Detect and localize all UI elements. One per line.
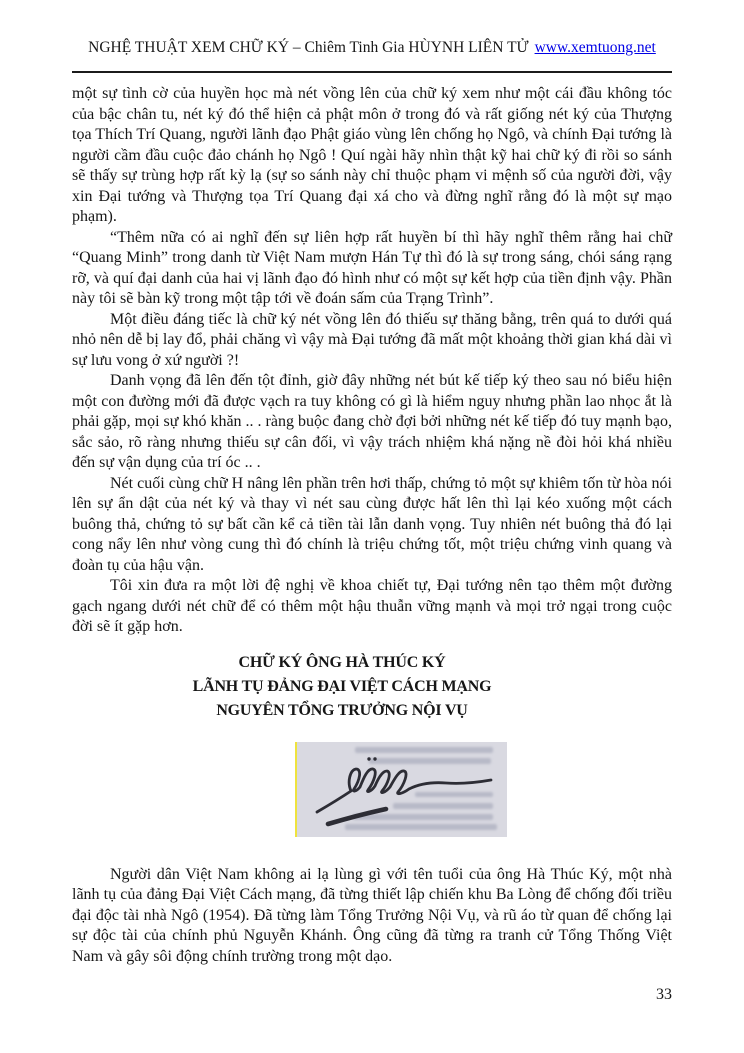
header-link[interactable]: www.xemtuong.net <box>534 39 656 56</box>
paragraph: Một điều đáng tiếc là chữ ký nét vồng lên đó thiếu sự thăng bằng, trên quá to dưới quá nhỏ nên dễ bị lay đổ, phải chăng vì vậy mà Đại tướng đã mất một khoảng thời gian khá dài vì sự lưu vong ở xứ người ?! <box>72 310 672 369</box>
page-header <box>72 38 672 57</box>
paragraph: Tôi xin đưa ra một lời đệ nghị về khoa chiết tự, Đại tướng nên tạo thêm một đường gạch ngang dưới nét chữ để có thêm một hậu thuẫn vững mạnh và mọi trở ngại trong cuộc đời sẽ ít gặp hơn. <box>72 577 672 635</box>
paragraph: Nét cuối cùng chữ H nâng lên phần trên hơi thấp, chứng tỏ một sự khiêm tốn từ hòa nói lên sự ẩn dật của nét ký và thay vì nét sau cùng được hất lên thì lại kéo xuống một cách buông thả, chứng tỏ sự bất cần kể cả tiền tài lẫn danh vọng. Tuy nhiên nét buông thả đó lại cong nẩy lên như vòng cung thì đó chính là triệu chứng tốt, một triệu chứng vinh quang và đoàn tụ của hậu vận. <box>72 474 672 574</box>
section-heading-line: NGUYÊN TỔNG TRƯỞNG NỘI VỤ <box>216 701 468 719</box>
signature-scan-svg <box>297 742 507 837</box>
article-body <box>72 84 672 638</box>
page-number: 33 <box>656 986 672 1003</box>
header-divider <box>72 71 672 73</box>
header-title: NGHỆ THUẬT XEM CHỮ KÝ – Chiêm Tinh Gia HÙYNH LIÊN TỬ <box>88 39 529 56</box>
signature-scan-image <box>295 742 507 837</box>
section-heading-line: LÃNH TỤ ĐẢNG ĐẠI VIỆT CÁCH MẠNG <box>192 677 492 695</box>
paragraph: “Thêm nữa có ai nghĩ đến sự liên hợp rất huyền bí thì hãy nghĩ thêm rằng hai chữ “Quang Minh” trong danh từ Việt Nam mượn Hán Tự thì đó là sự trong sáng, chói sáng rạng rỡ, và quí đại danh của hai vị lãnh đạo đó hình như có một sự kết hợp của tiền định vậy. Phần này tôi sẽ bàn kỹ trong một tập tới về đoán sấm của Trạng Trình”. <box>72 228 672 307</box>
paragraph: Người dân Việt Nam không ai lạ lùng gì với tên tuổi của ông Hà Thúc Ký, một nhà lãnh tụ của đảng Đại Việt Cách mạng, đã từng thiết lập chiến khu Ba Lòng để chống đối triều đại độc tài nhà Ngô (1954). Đã từng làm Tổng Trưởng Nội Vụ, và rũ áo từ quan để chống lại sự độc tài của chính phủ Nguyễn Khánh. Ông cũng đã từng ra tranh cử Tổng Thống Việt Nam và gây sôi động chính trường trong một dạo. <box>72 865 672 965</box>
section-heading-line: CHỮ KÝ ÔNG HÀ THÚC KÝ <box>238 653 446 671</box>
section-heading <box>72 651 612 723</box>
paragraph: Danh vọng đã lên đến tột đỉnh, giờ đây những nét bút kế tiếp ký theo sau nó biểu hiện một con đường mới đã được vạch ra tuy không có gì là hiểm nguy nhưng phần lao nhọc ắt là phải gặp, mọi sự khó khăn .. . ràng buộc đang chờ đợi bởi những nét kế tiếp đó tuy mạnh bạo, sắc sảo, rõ ràng nhưng thiếu sự cân đối, vì vậy trách nhiệm khá nặng nề đòi hỏi khá nhiều đến sự vận dụng của trí óc .. . <box>72 372 672 471</box>
signature-stroke <box>317 757 491 824</box>
paragraph: một sự tình cờ của huyền học mà nét vồng lên của chữ ký xem như một cái đầu không tóc của bậc chân tu, nét ký đó thể hiện cả phật môn ở trong đó và rất giống nét ký của Thượng tọa Thích Trí Quang, người lãnh đạo Phật giáo vùng lên chống họ Ngô, và chính Đại tướng là người cầm đầu cuộc đảo chánh họ Ngô ! Quí ngài hãy nhìn thật kỹ hai chữ ký đi rồi so sánh sẽ thấy sự trùng hợp rất kỳ lạ (sự so sánh này chỉ thuộc phạm vi mệnh số của người đời, vậy xin Đại tướng và Thượng tọa Trí Quang đại xá cho và đừng nghĩ rằng đó là một sự mạo phạm). <box>72 85 672 225</box>
